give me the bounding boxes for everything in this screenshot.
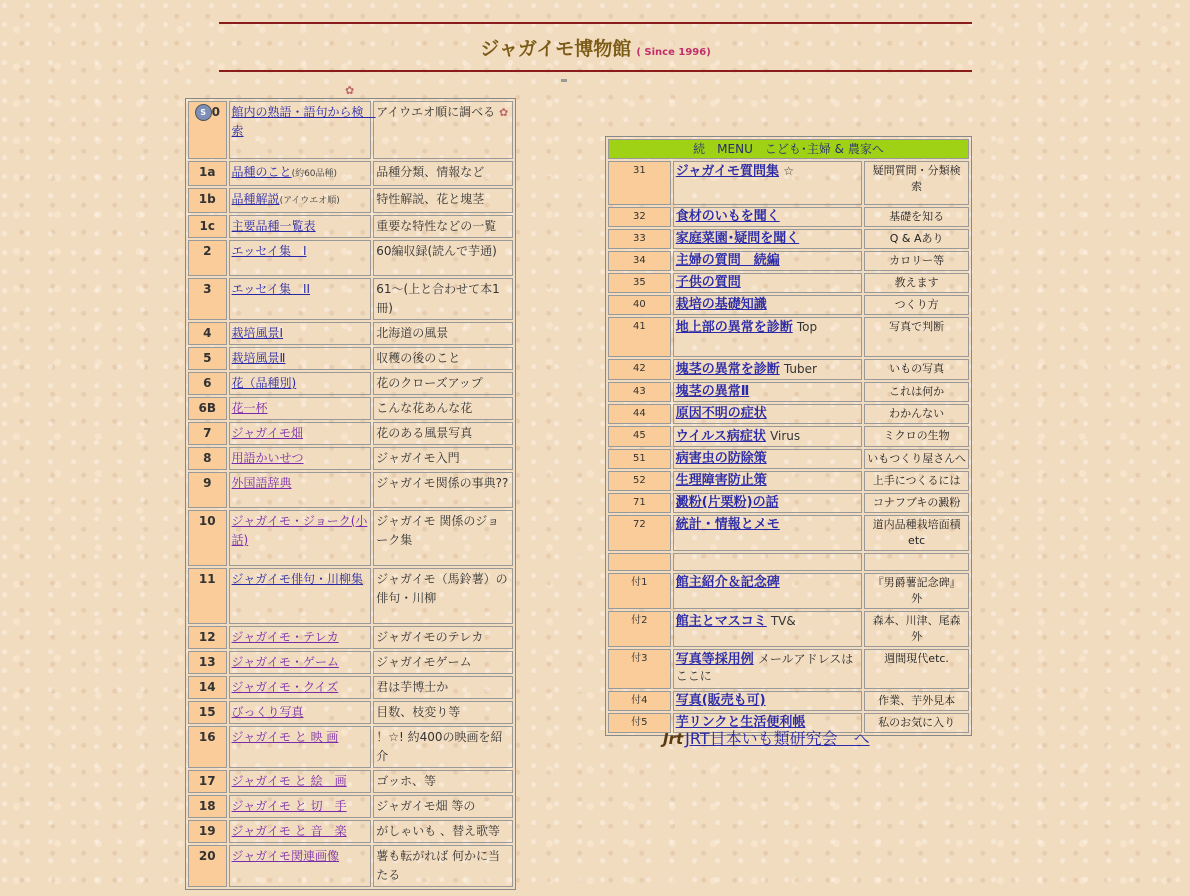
row-description: ミクロの生物 <box>864 426 969 447</box>
row-link-cell <box>229 372 372 395</box>
menu-link[interactable]: 館内の熟語・語句から検 索 <box>231 105 376 138</box>
row-description: これは何か <box>864 382 969 402</box>
menu-link[interactable]: 品種のこと <box>231 165 292 179</box>
row-description <box>373 726 513 768</box>
left-menu-row <box>188 726 513 768</box>
row-link-cell <box>673 691 863 711</box>
row-description: 教えます <box>864 273 969 293</box>
left-menu-row <box>188 397 513 420</box>
row-link-cell <box>673 273 863 293</box>
row-description: わかんない <box>864 404 969 424</box>
row-description <box>373 215 513 238</box>
menu-link[interactable]: 品種解説 <box>231 192 280 206</box>
menu-link[interactable]: エッセイ集 II <box>231 282 311 296</box>
row-description <box>373 372 513 395</box>
row-number-text: 1b <box>198 192 216 206</box>
row-number <box>188 568 227 624</box>
link-note: (アイウエオ順) <box>279 196 340 206</box>
description-text: 花のある風景写真 <box>376 426 473 440</box>
menu-link[interactable]: 主婦の質問 続編 <box>675 253 780 268</box>
row-link-cell <box>229 770 372 793</box>
menu-link[interactable]: 原因不明の症状 <box>675 406 767 421</box>
row-number: 71 <box>608 493 671 513</box>
row-number: 45 <box>608 426 671 447</box>
menu-link[interactable]: 家庭菜園･疑問を聞く <box>675 231 800 246</box>
flower-icon: ✿ <box>498 106 509 119</box>
row-description: つくり方 <box>864 295 969 315</box>
left-menu-row <box>188 510 513 566</box>
left-menu-row <box>188 372 513 395</box>
right-menu-row <box>608 573 969 609</box>
right-menu-row <box>608 295 969 315</box>
row-link-cell <box>673 317 863 357</box>
row-number-text: 8 <box>203 451 212 465</box>
row-number: 33 <box>608 229 671 249</box>
row-description <box>373 626 513 649</box>
row-number: 付2 <box>608 611 671 647</box>
description-text: 君は芋博士か <box>376 680 449 694</box>
menu-link[interactable]: ジャガイモ・テレカ <box>231 630 339 644</box>
menu-link[interactable]: 食材のいもを聞く <box>675 209 780 224</box>
left-menu-row <box>188 215 513 238</box>
row-description <box>373 161 513 186</box>
row-description: 上手につくるには <box>864 471 969 491</box>
row-link-cell <box>673 611 863 647</box>
menu-link[interactable]: 栽培風景Ⅰ <box>231 326 284 340</box>
row-number <box>188 845 227 887</box>
right-menu-row <box>608 161 969 205</box>
left-menu-row <box>188 161 513 186</box>
row-link-cell <box>673 553 863 571</box>
right-menu-header: 続 MENU こども･主婦 & 農家へ <box>608 139 969 159</box>
left-menu-row <box>188 447 513 470</box>
row-number-text: 9 <box>203 476 212 490</box>
row-description: いもの写真 <box>864 359 969 380</box>
row-link-cell <box>673 359 863 380</box>
left-menu-row <box>188 795 513 818</box>
menu-link[interactable]: ジャガイモ・クイズ <box>231 680 339 694</box>
right-menu-row <box>608 273 969 293</box>
row-link-cell <box>229 397 372 420</box>
description-text: アイウエオ順に調べる <box>376 105 496 119</box>
top-rule <box>219 22 972 24</box>
menu-link[interactable]: 写真(販売も可) <box>675 693 766 708</box>
row-number-text: 14 <box>198 680 216 694</box>
row-number <box>188 676 227 699</box>
menu-link[interactable]: 用語かいせつ <box>231 451 304 465</box>
description-text: ジャガイモゲーム <box>376 655 472 669</box>
row-number <box>188 322 227 345</box>
row-description: Q & Aあり <box>864 229 969 249</box>
left-menu-row <box>188 676 513 699</box>
right-menu-row <box>608 251 969 271</box>
row-number <box>188 372 227 395</box>
menu-link[interactable]: 栽培の基礎知識 <box>675 297 767 312</box>
link-tag: Top <box>796 320 818 334</box>
right-menu-row <box>608 691 969 711</box>
row-number-text: 12 <box>198 630 216 644</box>
right-menu-row <box>608 649 969 689</box>
right-menu-row <box>608 317 969 357</box>
link-tag: メールアドレスはここに <box>675 652 854 683</box>
row-link-cell <box>229 322 372 345</box>
row-number: 42 <box>608 359 671 380</box>
row-description: 基礎を知る <box>864 207 969 227</box>
row-number <box>188 215 227 238</box>
row-number: 付1 <box>608 573 671 609</box>
menu-link[interactable]: 生理障害防止策 <box>675 473 767 488</box>
row-link-cell <box>229 820 372 843</box>
row-number-text: 19 <box>198 824 216 838</box>
left-menu-row <box>188 568 513 624</box>
row-number: 40 <box>608 295 671 315</box>
row-link-cell <box>673 449 863 469</box>
row-number: 31 <box>608 161 671 205</box>
jrt-logo-icon: Jrt <box>663 730 684 748</box>
row-link-cell <box>673 251 863 271</box>
left-menu-row <box>188 278 513 320</box>
description-text: ジャガイモ関係の事典?? <box>376 476 509 490</box>
row-description <box>373 651 513 674</box>
right-menu-row <box>608 229 969 249</box>
description-text: 品種分類、情報など <box>376 165 485 179</box>
row-number <box>188 447 227 470</box>
menu-link[interactable]: ジャガイモ質問集 <box>675 164 780 179</box>
row-number-text: 4 <box>203 326 212 340</box>
row-link-cell <box>229 795 372 818</box>
description-text: 60編収録(読んで芋通) <box>376 244 497 258</box>
description-text: ジャガイモ 関係のジョーク集 <box>376 514 500 547</box>
row-number: 35 <box>608 273 671 293</box>
row-description <box>373 510 513 566</box>
link-note: (約60品種) <box>291 169 338 179</box>
row-link-cell <box>673 161 863 205</box>
flower-icon: ✿ <box>345 84 355 97</box>
menu-link[interactable]: 花一杯 <box>231 401 268 415</box>
row-number-text: 3 <box>203 282 212 296</box>
left-menu-row <box>188 240 513 276</box>
menu-link[interactable]: 館主とマスコミ <box>675 614 767 629</box>
row-description <box>864 553 969 571</box>
left-menu-row <box>188 188 513 213</box>
spacer-dot <box>561 79 567 82</box>
row-description <box>373 820 513 843</box>
row-description: いもつくり屋さんへ <box>864 449 969 469</box>
right-menu-row <box>608 207 969 227</box>
left-menu-row <box>188 472 513 508</box>
row-description <box>373 101 513 159</box>
description-text: 収穫の後のこと <box>376 351 461 365</box>
row-link-cell <box>229 845 372 887</box>
row-description <box>373 676 513 699</box>
row-number-text: 2 <box>203 244 212 258</box>
row-link-cell <box>229 347 372 370</box>
right-menu-table <box>605 136 972 736</box>
left-menu-row <box>188 845 513 887</box>
row-link-cell <box>673 515 863 551</box>
row-number: 43 <box>608 382 671 402</box>
row-number <box>188 422 227 445</box>
row-description <box>373 278 513 320</box>
description-text: 北海道の風景 <box>376 326 449 340</box>
row-link-cell <box>229 651 372 674</box>
row-number-text: 1a <box>199 165 216 179</box>
row-link-cell <box>229 626 372 649</box>
menu-link[interactable]: びっくり写真 <box>231 705 304 719</box>
row-number-text: 18 <box>198 799 216 813</box>
row-link-cell <box>673 649 863 689</box>
menu-link[interactable]: 館主紹介＆記念碑 <box>675 575 780 590</box>
right-menu-row <box>608 359 969 380</box>
row-description <box>373 188 513 213</box>
menu-link[interactable]: 外国語辞典 <box>231 476 292 490</box>
row-link-cell <box>673 493 863 513</box>
menu-link[interactable]: 統計・情報とメモ <box>675 517 780 532</box>
row-number <box>188 770 227 793</box>
row-number-text: 1c <box>199 219 215 233</box>
row-number <box>188 510 227 566</box>
left-menu-row <box>188 347 513 370</box>
title-since: ( Since 1996) <box>636 47 711 58</box>
row-number <box>188 240 227 276</box>
row-number-text: 7 <box>203 426 212 440</box>
description-text: ジャガイモ畑 等の <box>376 799 476 813</box>
description-text: 重要な特性などの一覧 <box>376 219 497 233</box>
row-description: 週間現代etc. <box>864 649 969 689</box>
description-text: ジャガイモ入門 <box>376 451 460 465</box>
search-icon: S <box>195 104 212 121</box>
row-description <box>373 845 513 887</box>
menu-link[interactable]: ジャガイモ・ジョーク(小話) <box>231 514 368 547</box>
row-number: 52 <box>608 471 671 491</box>
row-description <box>373 397 513 420</box>
row-number-text: 6B <box>198 401 217 415</box>
menu-link[interactable]: ジャガイモ畑 <box>231 426 303 440</box>
row-link-cell <box>229 101 376 159</box>
row-number: 付4 <box>608 691 671 711</box>
row-number: 72 <box>608 515 671 551</box>
menu-link[interactable]: 塊茎の異常を診断 <box>675 362 780 377</box>
row-description <box>373 701 513 724</box>
right-menu-row <box>608 553 969 571</box>
row-number <box>188 347 227 370</box>
menu-link[interactable]: 塊茎の異常Ⅱ <box>675 384 750 399</box>
row-number-text: 20 <box>198 849 216 863</box>
row-number <box>188 795 227 818</box>
row-number-text: 5 <box>203 351 212 365</box>
menu-link[interactable]: ジャガイモ と 絵 画 <box>231 774 347 788</box>
right-menu-row <box>608 471 969 491</box>
menu-link[interactable]: 写真等採用例 <box>675 652 754 667</box>
left-menu-row <box>188 422 513 445</box>
right-menu-row <box>608 611 969 647</box>
row-description: 『男爵薯記念碑』外 <box>864 573 969 609</box>
description-text: 特性解説、花と塊茎 <box>376 192 485 206</box>
menu-link[interactable]: 栽培風景Ⅱ <box>231 351 286 365</box>
row-link-cell <box>673 471 863 491</box>
menu-link[interactable]: ジャガイモ と 切 手 <box>231 799 347 813</box>
row-number <box>188 726 227 768</box>
row-link-cell <box>229 422 372 445</box>
row-link-cell <box>673 382 863 402</box>
description-text: 花のクローズアップ <box>376 376 483 390</box>
left-menu-row <box>188 701 513 724</box>
row-link-cell <box>229 701 372 724</box>
row-description: カロリー等 <box>864 251 969 271</box>
row-description <box>373 568 513 624</box>
row-number <box>188 188 227 213</box>
row-link-cell <box>229 161 372 186</box>
bottom-rule <box>219 70 972 72</box>
row-number-text: 17 <box>198 774 216 788</box>
description-text: ジャガイモのテレカ <box>376 630 484 644</box>
description-text: 61～(上と合わせて本1冊) <box>376 282 500 315</box>
jrt-link-label[interactable]: JRT日本いも類研究会 へ <box>685 729 870 748</box>
link-tag: Virus <box>770 429 801 443</box>
menu-link[interactable]: ジャガイモ俳句・川柳集 <box>231 572 363 586</box>
row-number <box>188 161 227 186</box>
right-menu-row <box>608 493 969 513</box>
menu-link[interactable]: ジャガイモ関連画像 <box>231 849 339 863</box>
row-number <box>188 397 227 420</box>
description-text: ゴッホ、等 <box>376 774 436 788</box>
left-menu-row <box>188 770 513 793</box>
row-description: 道内品種栽培面積etc <box>864 515 969 551</box>
right-menu-row <box>608 426 969 447</box>
left-menu-row <box>188 626 513 649</box>
menu-link[interactable]: 主要品種一覧表 <box>231 219 316 233</box>
row-link-cell <box>229 510 372 566</box>
menu-link[interactable]: エッセイ集 I <box>231 244 307 258</box>
right-menu-row <box>608 404 969 424</box>
menu-link[interactable]: ジャガイモ と 映 画 <box>231 730 339 744</box>
row-number: 付5 <box>608 713 671 733</box>
row-number <box>188 820 227 843</box>
row-link-cell <box>229 278 372 320</box>
row-number-text: 15 <box>198 705 216 719</box>
row-description: 疑問質問・分類検索 <box>864 161 969 205</box>
row-link-cell <box>229 447 372 470</box>
row-link-cell <box>673 229 863 249</box>
left-menu-table <box>185 98 516 890</box>
row-number <box>188 278 227 320</box>
row-number: 34 <box>608 251 671 271</box>
row-description <box>373 240 513 276</box>
link-tag: Tuber <box>783 362 817 376</box>
row-description: 写真で判断 <box>864 317 969 357</box>
row-number-text: 16 <box>198 730 216 744</box>
left-menu-row <box>188 820 513 843</box>
right-menu-row <box>608 515 969 551</box>
menu-link[interactable]: 花（品種別) <box>231 376 297 390</box>
row-number <box>608 553 671 571</box>
menu-link[interactable]: 地上部の異常を診断 <box>675 320 793 335</box>
row-number: 付3 <box>608 649 671 689</box>
row-number: 44 <box>608 404 671 424</box>
description-text: 薯も転がれば 何かに当たる <box>376 849 501 882</box>
right-menu-row <box>608 382 969 402</box>
row-link-cell <box>229 472 372 508</box>
row-description: 私のお気に入り <box>864 713 969 733</box>
right-menu-row <box>608 449 969 469</box>
row-link-cell <box>229 240 372 276</box>
row-link-cell <box>673 573 863 609</box>
row-description <box>373 795 513 818</box>
row-link-cell <box>673 426 863 447</box>
row-description: 作業、芋外見本 <box>864 691 969 711</box>
row-number <box>188 101 227 159</box>
menu-link[interactable]: ジャガイモ と 音 楽 <box>231 824 347 838</box>
row-description <box>373 472 513 508</box>
row-number-text: 11 <box>198 572 216 586</box>
left-menu-row <box>188 322 513 345</box>
row-link-cell <box>673 295 863 315</box>
row-description: 森本、川津、尾森外 <box>864 611 969 647</box>
row-number: 51 <box>608 449 671 469</box>
menu-link[interactable]: 澱粉(片栗粉)の話 <box>675 495 779 510</box>
left-menu-row <box>188 101 513 159</box>
link-tag: TV& <box>770 614 796 628</box>
row-link-cell <box>229 188 372 213</box>
description-text: こんな花あんな花 <box>376 401 473 415</box>
row-number <box>188 472 227 508</box>
row-description <box>373 422 513 445</box>
left-menu-row <box>188 651 513 674</box>
jrt-link[interactable] <box>663 726 870 749</box>
menu-link[interactable]: 子供の質問 <box>675 275 741 290</box>
row-link-cell <box>673 207 863 227</box>
row-number-text: 6 <box>203 376 212 390</box>
row-number-text: 10 <box>198 514 216 528</box>
row-number-text: 0 <box>211 105 220 119</box>
row-link-cell <box>229 676 372 699</box>
row-link-cell <box>673 404 863 424</box>
row-description: コナフブキの澱粉 <box>864 493 969 513</box>
row-link-cell <box>229 726 372 768</box>
description-text: がしゃいも 、替え歌等 <box>376 824 501 838</box>
link-tag: ☆ <box>783 164 794 178</box>
row-number: 41 <box>608 317 671 357</box>
row-number <box>188 701 227 724</box>
row-description <box>373 770 513 793</box>
row-link-cell <box>229 568 372 624</box>
menu-link[interactable]: ウイルス病症状 <box>675 429 766 444</box>
row-description <box>373 447 513 470</box>
row-number: 32 <box>608 207 671 227</box>
row-link-cell <box>229 215 372 238</box>
menu-link[interactable]: 病害虫の防除策 <box>675 451 767 466</box>
menu-link[interactable]: ジャガイモ・ゲーム <box>231 655 339 669</box>
description-text: ！☆! 約400の映画を紹介 <box>376 730 503 763</box>
title-main: ジャガイモ博物館 <box>480 38 632 60</box>
menu-link[interactable]: 芋リンクと生活便利帳 <box>675 715 806 730</box>
row-description <box>373 347 513 370</box>
description-text: ジャガイモ（馬鈴薯）の俳句・川柳 <box>376 572 508 605</box>
page-title <box>219 34 972 61</box>
row-number <box>188 626 227 649</box>
row-number-text: 13 <box>198 655 216 669</box>
row-description <box>373 322 513 345</box>
row-number <box>188 651 227 674</box>
description-text: 目数、枝変り等 <box>376 705 461 719</box>
